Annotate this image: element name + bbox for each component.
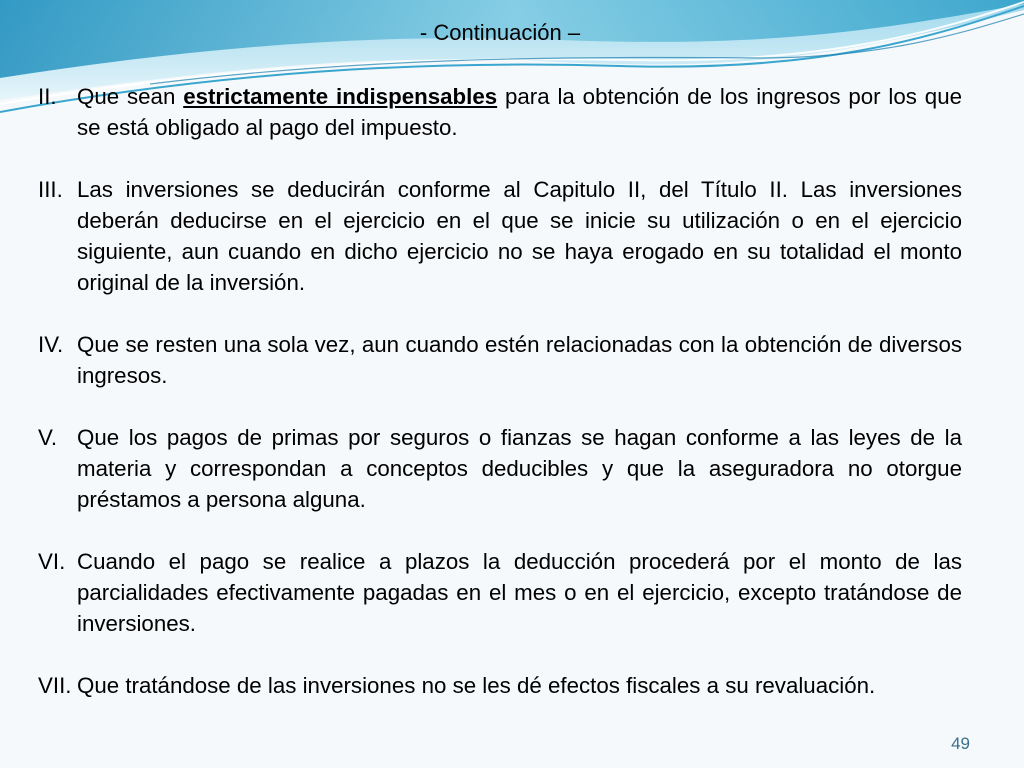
item-text: Las inversiones se deducirán conforme al Capitulo II, del Título II. Las inversiones deberán deducirse en el ejercicio en el que se inicie su utilización o en el ejercicio siguiente, aun cuando en dicho ejercicio no se haya erogado en su totalidad el monto original de la inversión. [77, 177, 962, 295]
list-item [38, 81, 962, 143]
emphasized-phrase: estrictamente indispensables [183, 84, 498, 109]
item-numeral: VII. [38, 673, 72, 698]
requirements-list [38, 81, 962, 732]
list-item [38, 329, 962, 391]
item-text-end: para la obtención de los ingresos por los que se está obligado al pago del impuesto. [77, 84, 962, 140]
list-item [38, 670, 962, 701]
item-text: Que se resten una sola vez, aun cuando estén relacionadas con la obtención de diversos ingresos. [77, 332, 962, 388]
page-number: 49 [951, 734, 970, 753]
item-text: Que tratándose de las inversiones no se les dé efectos fiscales a su revaluación. [77, 673, 876, 698]
item-text-start: Que sean [77, 84, 184, 109]
slide-heading [0, 20, 1000, 46]
list-item [38, 546, 962, 639]
heading-text: - Continuación – [419, 20, 581, 45]
item-text [77, 81, 962, 143]
item-numeral: III. [38, 177, 63, 202]
item-text: Cuando el pago se realice a plazos la deducción procederá por el monto de las parcialidades efectivamente pagadas en el mes o en el ejercicio, excepto tratándose de inversiones. [77, 549, 962, 636]
item-numeral: V. [38, 425, 58, 450]
item-numeral: II. [38, 84, 57, 109]
item-numeral: IV. [38, 332, 64, 357]
item-text: Que los pagos de primas por seguros o fianzas se hagan conforme a las leyes de la materia y correspondan a conceptos deducibles y que la aseguradora no otorgue préstamos a persona alguna. [77, 425, 962, 512]
list-item [38, 422, 962, 515]
item-numeral: VI. [38, 549, 66, 574]
list-item [38, 174, 962, 298]
